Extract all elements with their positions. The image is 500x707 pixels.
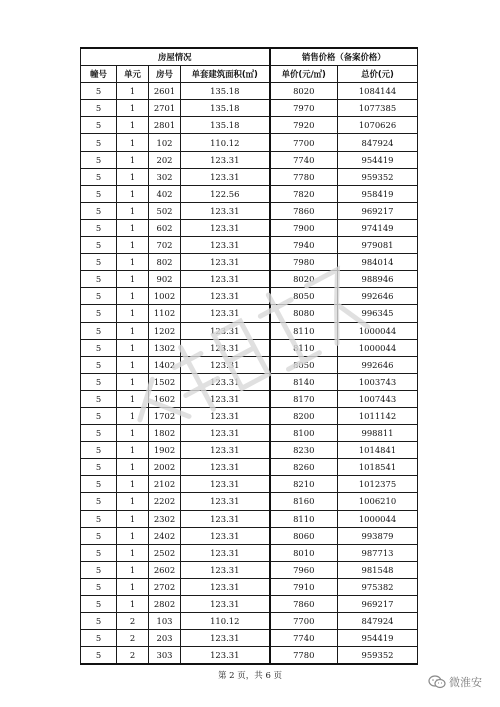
cell-room: 2302 [149, 510, 181, 527]
cell-building: 5 [81, 613, 117, 630]
cell-room: 1802 [149, 425, 181, 442]
cell-unit: 1 [117, 442, 149, 459]
table-row [81, 271, 418, 288]
table-row [81, 322, 418, 339]
cell-unit-price: 7740 [270, 151, 338, 168]
cell-area: 123.31 [181, 373, 270, 390]
table-body [81, 83, 418, 665]
cell-building: 5 [81, 356, 117, 373]
table-row [81, 561, 418, 578]
cell-room: 2801 [149, 117, 181, 134]
cell-unit-price: 7700 [270, 134, 338, 151]
table-row [81, 117, 418, 134]
cell-unit-price: 7980 [270, 254, 338, 271]
col-header-building: 幢号 [81, 66, 117, 83]
cell-room: 402 [149, 185, 181, 202]
cell-unit-price: 8010 [270, 544, 338, 561]
cell-total-price: 988946 [338, 271, 418, 288]
cell-area: 135.18 [181, 117, 270, 134]
cell-unit-price: 8260 [270, 459, 338, 476]
table-row [81, 100, 418, 117]
cell-room: 2701 [149, 100, 181, 117]
cell-building: 5 [81, 202, 117, 219]
table-row [81, 339, 418, 356]
cell-unit: 1 [117, 561, 149, 578]
cell-building: 5 [81, 493, 117, 510]
cell-building: 5 [81, 151, 117, 168]
cell-unit: 1 [117, 544, 149, 561]
cell-total-price: 1000044 [338, 322, 418, 339]
cell-room: 2202 [149, 493, 181, 510]
cell-building: 5 [81, 185, 117, 202]
cell-area: 110.12 [181, 134, 270, 151]
cell-unit-price: 8100 [270, 425, 338, 442]
cell-total-price: 1011142 [338, 407, 418, 424]
cell-total-price: 992646 [338, 288, 418, 305]
cell-building: 5 [81, 407, 117, 424]
cell-unit: 2 [117, 630, 149, 647]
cell-total-price: 969217 [338, 596, 418, 613]
cell-room: 2802 [149, 596, 181, 613]
cell-building: 5 [81, 219, 117, 236]
cell-unit: 1 [117, 578, 149, 595]
cell-room: 2102 [149, 476, 181, 493]
cell-unit: 1 [117, 390, 149, 407]
cell-room: 1102 [149, 305, 181, 322]
cell-building: 5 [81, 373, 117, 390]
price-group-header: 销售价格（备案价格） [270, 48, 418, 66]
table-row [81, 527, 418, 544]
cell-room: 702 [149, 237, 181, 254]
cell-building: 5 [81, 305, 117, 322]
table-row [81, 151, 418, 168]
cell-building: 5 [81, 544, 117, 561]
cell-unit: 1 [117, 117, 149, 134]
cell-unit-price: 8170 [270, 390, 338, 407]
cell-area: 123.31 [181, 578, 270, 595]
table-row [81, 134, 418, 151]
cell-total-price: 1006210 [338, 493, 418, 510]
table-row [81, 305, 418, 322]
cell-building: 5 [81, 459, 117, 476]
cell-unit-price: 8080 [270, 305, 338, 322]
cell-total-price: 959352 [338, 168, 418, 185]
cell-area: 123.31 [181, 527, 270, 544]
housing-group-header: 房屋情况 [81, 48, 270, 66]
table-row [81, 544, 418, 561]
cell-unit: 1 [117, 527, 149, 544]
cell-building: 5 [81, 254, 117, 271]
cell-unit: 1 [117, 459, 149, 476]
cell-building: 5 [81, 237, 117, 254]
cell-total-price: 1070626 [338, 117, 418, 134]
price-table [80, 47, 418, 665]
cell-total-price: 996345 [338, 305, 418, 322]
cell-total-price: 1014841 [338, 442, 418, 459]
cell-room: 1702 [149, 407, 181, 424]
cell-room: 202 [149, 151, 181, 168]
cell-total-price: 981548 [338, 561, 418, 578]
cell-building: 5 [81, 425, 117, 442]
group-header-row [81, 48, 418, 66]
cell-total-price: 975382 [338, 578, 418, 595]
table-row [81, 407, 418, 424]
cell-total-price: 992646 [338, 356, 418, 373]
cell-area: 123.31 [181, 493, 270, 510]
cell-area: 123.31 [181, 630, 270, 647]
cell-unit: 1 [117, 237, 149, 254]
cell-area: 123.31 [181, 544, 270, 561]
cell-room: 1302 [149, 339, 181, 356]
cell-unit-price: 7900 [270, 219, 338, 236]
col-header-area: 单套建筑面积(㎡) [181, 66, 270, 83]
cell-total-price: 979081 [338, 237, 418, 254]
cell-total-price: 959352 [338, 647, 418, 665]
table-row [81, 356, 418, 373]
cell-room: 303 [149, 647, 181, 665]
cell-building: 5 [81, 442, 117, 459]
cell-room: 2601 [149, 83, 181, 100]
cell-building: 5 [81, 390, 117, 407]
page-footer: 第 2 页，共 6 页 [217, 671, 283, 681]
table-row [81, 83, 418, 100]
cell-room: 1902 [149, 442, 181, 459]
cell-unit-price: 8020 [270, 83, 338, 100]
cell-unit: 1 [117, 493, 149, 510]
price-sheet [80, 47, 417, 665]
cell-unit: 1 [117, 407, 149, 424]
cell-unit-price: 8110 [270, 510, 338, 527]
table-row [81, 219, 418, 236]
cell-total-price: 954419 [338, 151, 418, 168]
cell-room: 1402 [149, 356, 181, 373]
table-row [81, 578, 418, 595]
cell-area: 123.31 [181, 202, 270, 219]
cell-building: 5 [81, 476, 117, 493]
cell-unit-price: 7910 [270, 578, 338, 595]
cell-unit-price: 8210 [270, 476, 338, 493]
cell-unit: 2 [117, 613, 149, 630]
table-row [81, 185, 418, 202]
cell-building: 5 [81, 100, 117, 117]
cell-area: 123.31 [181, 561, 270, 578]
cell-room: 103 [149, 613, 181, 630]
cell-building: 5 [81, 322, 117, 339]
cell-area: 110.12 [181, 613, 270, 630]
cell-unit: 1 [117, 151, 149, 168]
cell-unit-price: 7780 [270, 168, 338, 185]
cell-unit-price: 8110 [270, 322, 338, 339]
cell-building: 5 [81, 288, 117, 305]
cell-area: 135.18 [181, 100, 270, 117]
cell-total-price: 958419 [338, 185, 418, 202]
cell-unit: 1 [117, 168, 149, 185]
cell-room: 1002 [149, 288, 181, 305]
table-row [81, 373, 418, 390]
cell-area: 123.31 [181, 151, 270, 168]
table-row [81, 390, 418, 407]
cell-room: 1502 [149, 373, 181, 390]
cell-area: 123.31 [181, 442, 270, 459]
table-row [81, 596, 418, 613]
table-row [81, 168, 418, 185]
cell-unit-price: 7940 [270, 237, 338, 254]
cell-unit-price: 8200 [270, 407, 338, 424]
cell-room: 502 [149, 202, 181, 219]
cell-unit-price: 7860 [270, 202, 338, 219]
table-row [81, 613, 418, 630]
cell-unit: 1 [117, 271, 149, 288]
cell-unit: 1 [117, 596, 149, 613]
cell-room: 2702 [149, 578, 181, 595]
cell-total-price: 969217 [338, 202, 418, 219]
cell-unit-price: 8230 [270, 442, 338, 459]
cell-unit-price: 8140 [270, 373, 338, 390]
cell-building: 5 [81, 561, 117, 578]
cell-area: 122.56 [181, 185, 270, 202]
table-row [81, 630, 418, 647]
cell-building: 5 [81, 630, 117, 647]
cell-unit: 1 [117, 339, 149, 356]
cell-building: 5 [81, 83, 117, 100]
cell-area: 123.31 [181, 647, 270, 665]
cell-unit: 1 [117, 425, 149, 442]
cell-total-price: 987713 [338, 544, 418, 561]
cell-room: 203 [149, 630, 181, 647]
cell-unit: 1 [117, 288, 149, 305]
cell-unit-price: 8110 [270, 339, 338, 356]
table-row [81, 493, 418, 510]
cell-total-price: 974149 [338, 219, 418, 236]
cell-area: 123.31 [181, 288, 270, 305]
cell-area: 123.31 [181, 390, 270, 407]
cell-unit: 1 [117, 219, 149, 236]
cell-building: 5 [81, 168, 117, 185]
table-row [81, 288, 418, 305]
cell-total-price: 1000044 [338, 339, 418, 356]
cell-total-price: 1000044 [338, 510, 418, 527]
cell-building: 5 [81, 271, 117, 288]
cell-area: 123.31 [181, 168, 270, 185]
table-row [81, 510, 418, 527]
cell-unit-price: 7820 [270, 185, 338, 202]
cell-unit-price: 8020 [270, 271, 338, 288]
cell-total-price: 1003743 [338, 373, 418, 390]
cell-unit: 1 [117, 254, 149, 271]
table-row [81, 254, 418, 271]
cell-unit: 1 [117, 202, 149, 219]
cell-unit-price: 8060 [270, 527, 338, 544]
cell-room: 802 [149, 254, 181, 271]
table-row [81, 442, 418, 459]
cell-unit: 1 [117, 373, 149, 390]
cell-area: 123.31 [181, 305, 270, 322]
cell-building: 5 [81, 134, 117, 151]
cell-total-price: 1018541 [338, 459, 418, 476]
cell-room: 1202 [149, 322, 181, 339]
cell-building: 5 [81, 510, 117, 527]
cell-unit: 1 [117, 510, 149, 527]
cell-area: 123.31 [181, 407, 270, 424]
cell-room: 2502 [149, 544, 181, 561]
cell-area: 123.31 [181, 219, 270, 236]
cell-total-price: 1007443 [338, 390, 418, 407]
cell-total-price: 998811 [338, 425, 418, 442]
cell-unit: 1 [117, 185, 149, 202]
cell-total-price: 993879 [338, 527, 418, 544]
cell-unit: 2 [117, 647, 149, 665]
col-header-unit: 单元 [117, 66, 149, 83]
cell-total-price: 954419 [338, 630, 418, 647]
cell-area: 123.31 [181, 339, 270, 356]
cell-unit: 1 [117, 305, 149, 322]
cell-area: 123.31 [181, 356, 270, 373]
cell-building: 5 [81, 578, 117, 595]
cell-building: 5 [81, 596, 117, 613]
cell-area: 123.31 [181, 254, 270, 271]
cell-total-price: 847924 [338, 134, 418, 151]
cell-unit: 1 [117, 356, 149, 373]
cell-unit: 1 [117, 476, 149, 493]
wechat-badge [428, 674, 482, 690]
cell-unit-price: 8050 [270, 288, 338, 305]
cell-unit: 1 [117, 83, 149, 100]
col-header-room: 房号 [149, 66, 181, 83]
cell-room: 2602 [149, 561, 181, 578]
cell-area: 123.31 [181, 510, 270, 527]
cell-unit: 1 [117, 100, 149, 117]
table-row [81, 476, 418, 493]
cell-room: 602 [149, 219, 181, 236]
col-header-unit-price: 单价(元/㎡) [270, 66, 338, 83]
cell-unit-price: 8160 [270, 493, 338, 510]
cell-unit-price: 8050 [270, 356, 338, 373]
cell-room: 902 [149, 271, 181, 288]
table-row [81, 202, 418, 219]
cell-total-price: 1012375 [338, 476, 418, 493]
cell-area: 123.31 [181, 322, 270, 339]
cell-building: 5 [81, 339, 117, 356]
cell-unit-price: 7740 [270, 630, 338, 647]
cell-room: 2402 [149, 527, 181, 544]
cell-unit-price: 7960 [270, 561, 338, 578]
cell-building: 5 [81, 527, 117, 544]
cell-room: 302 [149, 168, 181, 185]
table-row [81, 459, 418, 476]
cell-unit: 1 [117, 134, 149, 151]
cell-room: 102 [149, 134, 181, 151]
cell-total-price: 1084144 [338, 83, 418, 100]
cell-total-price: 1077385 [338, 100, 418, 117]
cell-room: 1602 [149, 390, 181, 407]
cell-building: 5 [81, 117, 117, 134]
cell-unit-price: 7920 [270, 117, 338, 134]
cell-building: 5 [81, 647, 117, 665]
cell-unit-price: 7860 [270, 596, 338, 613]
table-row [81, 425, 418, 442]
cell-unit-price: 7970 [270, 100, 338, 117]
cell-area: 123.31 [181, 459, 270, 476]
cell-area: 135.18 [181, 83, 270, 100]
cell-total-price: 984014 [338, 254, 418, 271]
col-header-total-price: 总价(元) [338, 66, 418, 83]
cell-unit-price: 7700 [270, 613, 338, 630]
table-row [81, 647, 418, 665]
table-row [81, 237, 418, 254]
cell-area: 123.31 [181, 425, 270, 442]
column-header-row [81, 66, 418, 83]
cell-total-price: 847924 [338, 613, 418, 630]
cell-room: 2002 [149, 459, 181, 476]
cell-unit-price: 7780 [270, 647, 338, 665]
cell-area: 123.31 [181, 596, 270, 613]
cell-unit: 1 [117, 322, 149, 339]
cell-area: 123.31 [181, 476, 270, 493]
cell-area: 123.31 [181, 271, 270, 288]
cell-area: 123.31 [181, 237, 270, 254]
wechat-icon [428, 675, 446, 689]
wechat-badge-label: 微淮安 [449, 676, 482, 689]
